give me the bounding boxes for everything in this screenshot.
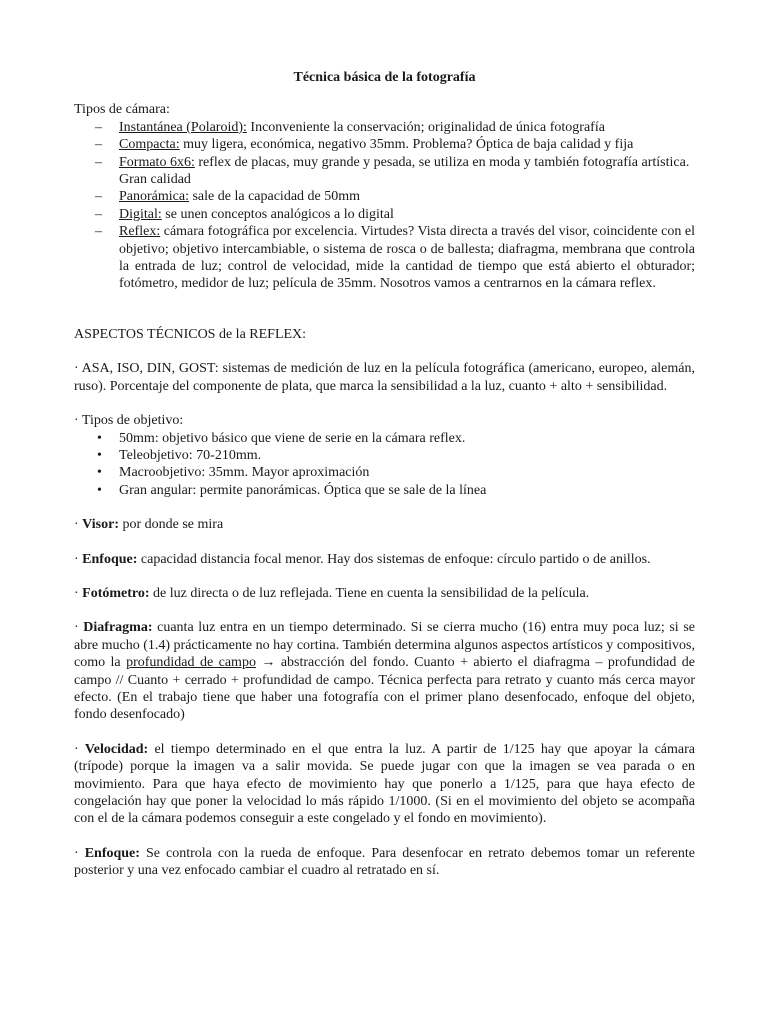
- term: Formato 6x6:: [119, 154, 195, 170]
- document-title: Técnica básica de la fotografía: [293, 70, 476, 85]
- enfoque-control-paragraph: [74, 845, 695, 880]
- term: Digital:: [119, 206, 162, 222]
- list-item: [74, 154, 695, 189]
- list-item: • Gran angular: permite panorámicas. Óptica que se sale de la línea: [74, 482, 695, 499]
- bullet-dot: ·: [74, 585, 83, 601]
- item-text: reflex de placas, muy grande y pesada, se utiliza en moda y también fotografía artística. Gran calidad: [119, 154, 690, 188]
- list-item: • Macroobjetivo: 35mm. Mayor aproximación: [74, 464, 695, 481]
- lenses-list: [74, 430, 695, 500]
- term: Compacta:: [119, 137, 180, 153]
- item-text: el tiempo determinado en el que entra la luz. A partir de 1/125 hay que apoyar la cámara (trípode) porque la imagen va a salir movida. Se puede jugar con que la imagen se vea parada o en movimiento. Para que haya efecto de movimiento hay que ponerlo a 1/125, para que haya efecto de congelación hay que poner la velocidad lo más rápido 1/1000. (Si en el movimiento del objeto se acompaña con el de la cámara podemos conseguir a este congelado y el fondo en movimiento).: [74, 741, 695, 827]
- velocidad-paragraph: [74, 741, 695, 828]
- camera-types-heading: Tipos de cámara:: [74, 102, 170, 118]
- bullet-dot: ·: [74, 551, 83, 567]
- term: Velocidad:: [84, 741, 149, 757]
- list-item: • Teleobjetivo: 70-210mm.: [74, 447, 695, 464]
- item-text: cuanta luz entra en un tiempo determinado. Si se cierra mucho (16) entra muy poca luz; si se abre mucho (1.4) prácticamente no hay cortina. También determina algunos aspectos artísticos y compositivos, como la: [74, 620, 695, 671]
- term: Panorámica:: [119, 189, 189, 205]
- list-item: [74, 188, 695, 205]
- list-item: [74, 136, 695, 153]
- term: Fotómetro:: [82, 585, 150, 601]
- item-text: se unen conceptos analógicos a lo digital: [161, 206, 394, 222]
- underlined-term: profundidad de campo: [126, 655, 256, 671]
- bullet-dot: ·: [74, 845, 85, 861]
- term: Visor:: [82, 517, 119, 533]
- visor-paragraph: [74, 516, 695, 533]
- item-text: capacidad distancia focal menor. Hay dos sistemas de enfoque: círculo partido o de anillos.: [137, 551, 651, 567]
- item-text: Se controla con la rueda de enfoque. Para desenfocar en retrato debemos tomar un referente posterior y una vez enfocado cambiar el cuadro al retratado en sí.: [74, 845, 695, 879]
- list-item: [74, 223, 695, 293]
- item-text: de luz directa o de luz reflejada. Tiene en cuenta la sensibilidad de la película.: [149, 585, 590, 601]
- item-text: sale de la capacidad de 50mm: [188, 189, 361, 205]
- asa-paragraph: · ASA, ISO, DIN, GOST: sistemas de medición de luz en la película fotográfica (americano, europeo, alemán, ruso). Porcentaje del componente de plata, que marca la sensibilidad a la luz, cuanto + alto + sensibilidad.: [74, 361, 695, 394]
- term: Diafragma:: [83, 620, 153, 636]
- item-text: muy ligera, económica, negativo 35mm. Problema? Óptica de baja calidad y fija: [179, 137, 634, 153]
- bullet-dot: ·: [74, 741, 85, 757]
- fotometro-paragraph: [74, 585, 695, 602]
- item-text: por donde se mira: [118, 517, 224, 533]
- item-text: → abstracción del fondo. Cuanto + abierto el diafragma – profundidad de campo // Cuanto + cerrado + profundidad de campo. Técnica perfecta para retrato y cuanto más cerca mayor efecto. (En el trabajo tiene que haber una fotografía con el primer plano desenfocado, enfoque del objeto, fondo desenfocado): [74, 655, 695, 723]
- list-item: [74, 206, 695, 223]
- diafragma-paragraph: [74, 619, 695, 723]
- item-text: cámara fotográfica por excelencia. Virtudes? Vista directa a través del visor, coincidente con el objetivo; objetivo intercambiable, o sistema de rosca o de ballesta; diafragma, membrana que controla la entrada de luz; control de velocidad, mide la cantidad de tiempo que está abierto el obturador; fotómetro, medidor de luz; película de 35mm. Nosotros vamos a centrarnos en la cámara reflex.: [119, 224, 695, 292]
- list-item: • 50mm: objetivo básico que viene de serie en la cámara reflex.: [74, 430, 695, 447]
- term: Instantánea (Polaroid):: [119, 119, 247, 135]
- bullet-dot: ·: [74, 517, 83, 533]
- camera-types-list: [74, 119, 695, 293]
- document-body: [74, 69, 695, 880]
- item-text: Inconveniente la conservación; originalidad de única fotografía: [246, 119, 605, 135]
- list-item: [74, 119, 695, 136]
- enfoque-paragraph: [74, 551, 695, 568]
- bullet-dot: ·: [74, 620, 84, 636]
- aspects-heading: ASPECTOS TÉCNICOS de la REFLEX:: [74, 326, 307, 342]
- lenses-heading: · Tipos de objetivo:: [74, 413, 184, 429]
- term: Enfoque:: [82, 551, 138, 567]
- term: Enfoque:: [84, 845, 140, 861]
- term: Reflex:: [119, 224, 161, 240]
